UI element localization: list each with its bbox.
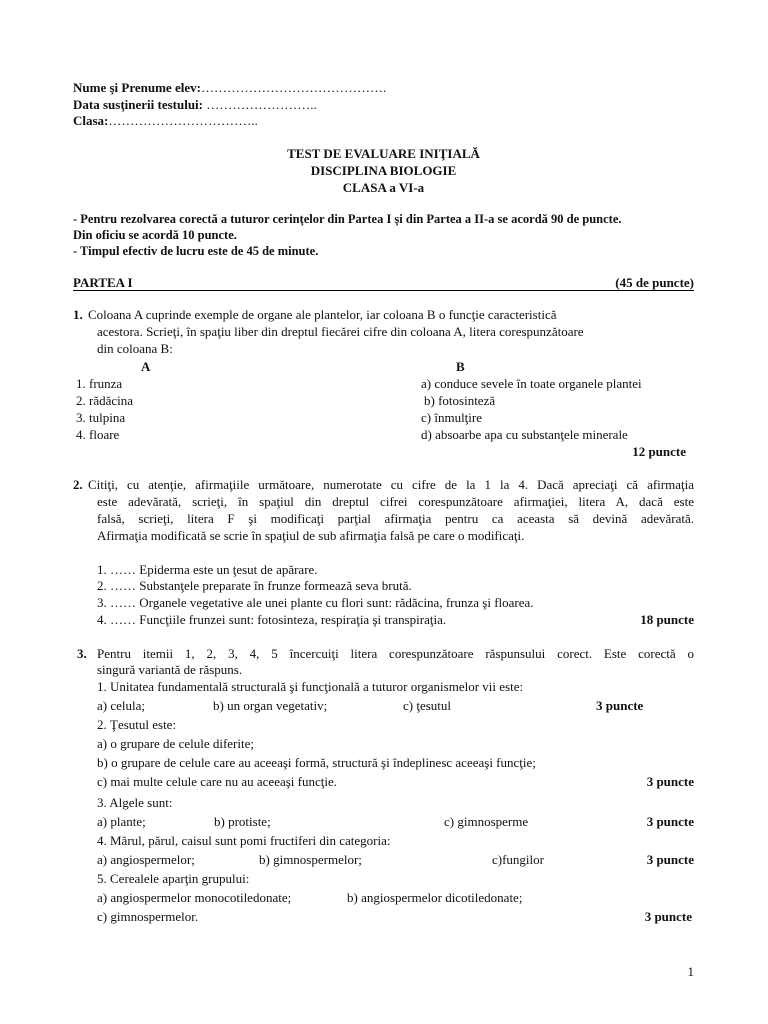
title-line-3: CLASA a VI-a — [342, 180, 425, 195]
q3-item1-option-c: c) ţesutul — [403, 698, 452, 713]
test-date-label: Data susţinerii testului: — [73, 97, 203, 112]
q3-item2-option-b: b) o grupare de celule care au aceeaşi formă, structură şi îndeplinesc aceeaşi funcţie; — [97, 755, 536, 770]
q1-points: 12 puncte — [632, 444, 686, 459]
q3-item2-stem: 2. Ţesutul este: — [97, 717, 177, 732]
test-date-row — [73, 96, 317, 113]
q2-line-3: falsă, scrieţi, litera F şi modificaţi parţial afirmaţia pentru ca aceasta să devină adevărată. — [97, 511, 694, 526]
q3-item3-option-c: c) gimnosperme — [444, 814, 529, 829]
q2-line-2: este adevărată, scrieţi, în spaţiul din dreptul cifrei corespunzătoare afirmaţiei, litera A, dacă este — [97, 494, 694, 509]
q1-number: 1. — [73, 307, 83, 322]
q2-statement-2: 2. …… Substanţele preparate în frunze formează seva brută. — [97, 578, 412, 593]
q3-item1-option-a: a) celula; — [97, 698, 145, 713]
part1-divider — [73, 290, 694, 291]
q3-item4-option-c: c)fungilor — [492, 852, 544, 867]
q3-item2-points: 3 puncte — [646, 774, 694, 789]
q1-item-a-2: 2. rădăcina — [76, 393, 134, 408]
q1-column-a-header: A — [141, 359, 151, 374]
q1-item-b-3: c) înmulţire — [421, 410, 483, 425]
q2-line-4: Afirmaţia modificată se scrie în spaţiul de sub afirmaţia falsă pe care o modificaţi. — [97, 528, 525, 543]
q3-item4-points: 3 puncte — [646, 852, 694, 867]
q3-item4-stem: 4. Mărul, părul, caisul sunt pomi fructiferi din categoria: — [97, 833, 391, 848]
q3-item5-stem: 5. Cerealele aparţin grupului: — [97, 871, 250, 886]
q1-item-b-4: d) absoarbe apa cu substanţele minerale — [421, 427, 628, 442]
q3-item5-points: 3 puncte — [644, 909, 692, 924]
instruction-line-2: Din oficiu se acordă 10 puncte. — [73, 228, 237, 242]
q3-item3-option-a: a) plante; — [97, 814, 146, 829]
student-name-label: Nume şi Prenume elev: — [73, 80, 201, 95]
q1-line-1: Coloana A cuprinde exemple de organe ale plantelor, iar coloana B o funcţie caracteristică — [88, 307, 557, 322]
q3-item1-stem: 1. Unitatea fundamentală structurală şi funcţională a tuturor organismelor vii este: — [97, 679, 524, 694]
q3-item3-option-b: b) protiste; — [214, 814, 271, 829]
student-name-dots: ……………………………………. — [200, 80, 387, 95]
q3-line-1: Pentru itemii 1, 2, 3, 4, 5 încercuiţi litera corespunzătoare răspunsului corect. Este corectă o — [97, 646, 694, 661]
q1-line-3: din coloana B: — [97, 341, 173, 356]
q1-item-a-3: 3. tulpina — [76, 410, 126, 425]
q3-item1-points: 3 puncte — [596, 698, 644, 713]
q1-item-b-1: a) conduce sevele în toate organele plantei — [421, 376, 642, 391]
part1-label: PARTEA I — [73, 275, 133, 290]
q3-line-2: singură variantă de răspuns. — [97, 662, 243, 677]
q1-item-b-2: b) fotosinteză — [424, 393, 496, 408]
q3-item5-option-c: c) gimnospermelor. — [97, 909, 199, 924]
title-line-1: TEST DE EVALUARE INIŢIALĂ — [287, 146, 480, 161]
student-name-row — [73, 79, 386, 96]
q1-item-a-1: 1. frunza — [76, 376, 123, 391]
q2-statement-3: 3. …… Organele vegetative ale unei plante cu flori sunt: rădăcina, frunza şi floarea. — [97, 595, 534, 610]
class-row — [73, 112, 258, 129]
q2-statement-1: 1. …… Epiderma este un ţesut de apărare. — [97, 562, 318, 577]
q1-line-2: acestora. Scrieţi, în spaţiu liber din dreptul fiecărei cifre din coloana A, litera corespunzătoare — [97, 324, 584, 339]
q2-number: 2. — [73, 477, 83, 492]
q3-item2-option-c: c) mai multe celule care nu au aceeaşi funcţie. — [97, 774, 338, 789]
q3-item3-stem: 3. Algele sunt: — [97, 795, 173, 810]
class-dots: …………………………….. — [108, 113, 258, 128]
part1-points: (45 de puncte) — [615, 275, 694, 290]
q1-column-b-header: B — [456, 359, 465, 374]
q3-item3-points: 3 puncte — [646, 814, 694, 829]
class-label: Clasa: — [73, 113, 109, 128]
q2-statement-4: 4. …… Funcţiile frunzei sunt: fotosinteza, respiraţia şi transpiraţia. — [97, 612, 447, 627]
q1-item-a-4: 4. floare — [76, 427, 120, 442]
q3-item5-option-a: a) angiospermelor monocotiledonate; — [97, 890, 292, 905]
title-line-2: DISCIPLINA BIOLOGIE — [310, 163, 457, 178]
q3-item5-option-b: b) angiospermelor dicotiledonate; — [347, 890, 523, 905]
q3-item2-option-a: a) o grupare de celule diferite; — [97, 736, 254, 751]
q3-item4-option-a: a) angiospermelor; — [97, 852, 195, 867]
page-number: 1 — [687, 964, 694, 979]
instruction-line-1: - Pentru rezolvarea corectă a tuturor cerinţelor din Partea I şi din Partea a II-a se acordă 90 de puncte. — [73, 212, 622, 226]
test-date-dots: …………………….. — [206, 97, 317, 112]
q3-item1-option-b: b) un organ vegetativ; — [213, 698, 328, 713]
q3-number: 3. — [77, 646, 87, 661]
instruction-line-3: - Timpul efectiv de lucru este de 45 de minute. — [73, 244, 319, 258]
q3-item4-option-b: b) gimnospermelor; — [259, 852, 362, 867]
q2-line-1: Citiţi, cu atenţie, afirmaţiile următoare, numerotate cu cifre de la 1 la 4. Dacă apreciaţi că afirmaţia — [88, 477, 694, 492]
q2-points: 18 puncte — [640, 612, 694, 627]
